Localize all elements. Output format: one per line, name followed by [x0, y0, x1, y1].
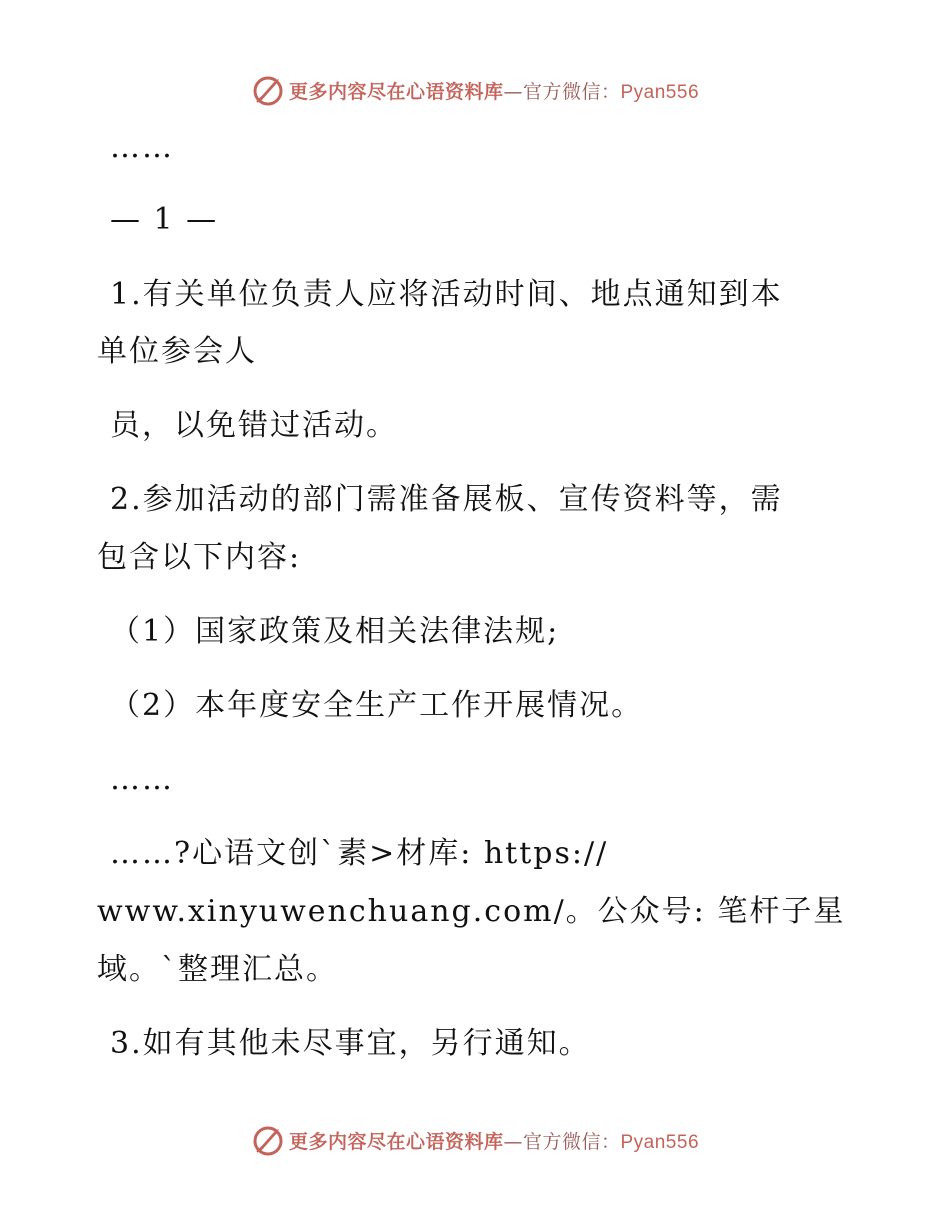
watermark-wechat-label: —官方微信： [503, 80, 621, 103]
quill-pen-logo-icon [251, 73, 285, 107]
ellipsis-mid: …… [110, 762, 174, 797]
sub-item-1: （1）国家政策及相关法律法规; [110, 614, 560, 649]
item1-line2: 单位参会人 [97, 334, 257, 369]
header-watermark [0, 70, 950, 110]
watermark-title: 更多内容尽在心语资料库 [288, 80, 504, 103]
watermark-wechat-id: Pyan556 [620, 81, 700, 103]
item1-line1: 1.有关单位负责人应将活动时间、地点通知到本 [110, 277, 783, 312]
footer-watermark [0, 1120, 950, 1160]
page-marker: — 1 — [110, 202, 219, 237]
sub-item-2: （2）本年度安全生产工作开展情况。 [110, 688, 644, 723]
item2-line2: 包含以下内容: [97, 540, 302, 575]
watermark-text [289, 77, 699, 104]
source-note-line3: 域。`整理汇总。 [97, 952, 338, 987]
source-note-line2: www.xinyuwenchuang.com/。公众号: 笔杆子星 [97, 894, 846, 929]
watermark-title: 更多内容尽在心语资料库 [288, 1130, 504, 1153]
source-note-line1: ……?心语文创`素>材库: https:// [110, 836, 609, 871]
watermark-wechat-label: —官方微信： [503, 1130, 621, 1153]
item2-line1: 2.参加活动的部门需准备展板、宣传资料等，需 [110, 482, 783, 517]
item1-line3: 员，以免错过活动。 [110, 408, 398, 443]
watermark-wechat-id: Pyan556 [620, 1131, 700, 1153]
item3-line1: 3.如有其他未尽事宜，另行通知。 [110, 1026, 591, 1061]
quill-pen-logo-icon [251, 1123, 285, 1157]
watermark-text [289, 1127, 699, 1154]
ellipsis-top: …… [110, 130, 174, 165]
